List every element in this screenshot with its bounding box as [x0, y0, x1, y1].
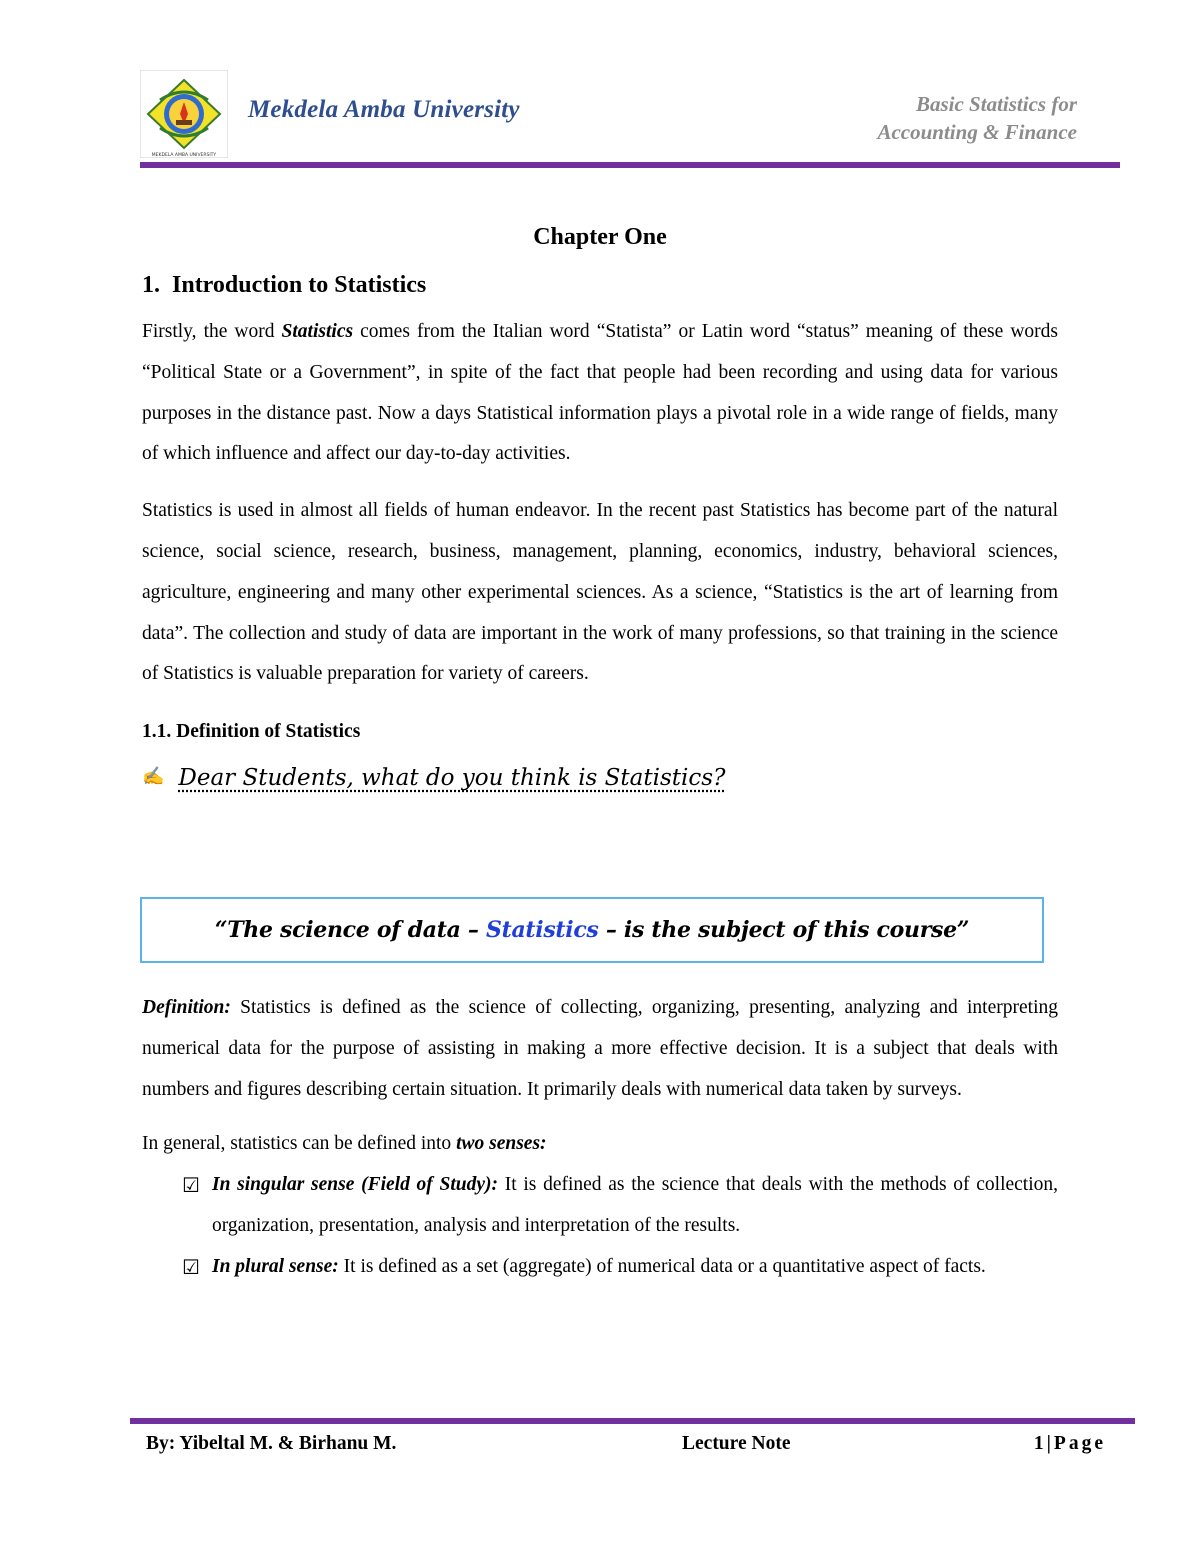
- footer-authors: By: Yibeltal M. & Birhanu M.: [146, 1433, 397, 1454]
- sense-plural: [212, 1247, 1058, 1288]
- footer-lecture-note: Lecture Note: [682, 1433, 791, 1454]
- question-text: Dear Students, what do you think is Statistics?: [178, 765, 726, 792]
- page-content: [142, 220, 1059, 1279]
- footer-divider: [130, 1418, 1135, 1424]
- usage-paragraph: Statistics is used in almost all fields of human endeavor. In the recent past Statistics has become part of the natural science, social science, research, business, management, planning, economics, industry, behavioral sciences, agriculture, engineering and many other experimental sciences. As a science, “Statistics is the art of learning from data”. The collection and study of data are important in the work of many professions, so that training in the science of Statistics is valuable preparation for variety of careers.: [142, 500, 1058, 685]
- checkbox-checked-icon: ☑: [182, 1173, 200, 1198]
- course-title-line2: Accounting & Finance: [877, 120, 1077, 144]
- definition-label: Definition:: [142, 997, 231, 1018]
- sense-text: It is defined as the science that deals with the methods of collection, organization, presentation, analysis and interpretation of the results.: [212, 1174, 1059, 1236]
- sense-label: In singular sense (Field of Study):: [212, 1174, 499, 1196]
- quote-highlight: Statistics: [486, 917, 599, 943]
- course-title: [877, 90, 1077, 146]
- list-item: [142, 1247, 1058, 1288]
- university-seal-icon: [140, 70, 228, 158]
- sense-text: It is defined as a set (aggregate) of numerical data or a quantitative aspect of facts.: [338, 1255, 986, 1277]
- university-logo: [140, 70, 228, 158]
- page-number: [1034, 1433, 1106, 1455]
- chapter-title: Chapter One: [533, 224, 667, 250]
- quote-box: [140, 897, 1044, 963]
- course-title-line1: Basic Statistics for: [915, 92, 1077, 116]
- intro-paragraph: [142, 312, 1058, 475]
- university-name: Mekdela Amba University: [248, 96, 520, 123]
- definition-text: Statistics is defined as the science of collecting, organizing, presenting, analyzing and interpreting numerical data for the purpose of assisting in making a more effective decision. It is a subject that deals with numbers and figures describing certain situation. It primarily deals with numerical data taken by surveys.: [142, 997, 1058, 1100]
- para1-text-end: comes from the Italian word “Statista” or Latin word “status” meaning of these words “Political State or a Government”, in spite of the fact that people had been recording and using data for various purposes in the distance past. Now a days Statistical information plays a pivotal role in a wide range of fields, many of which influence and affect our day-to-day activities.: [142, 321, 1058, 465]
- quote-text: [215, 917, 969, 943]
- header-divider: [140, 162, 1120, 168]
- writing-hand-icon: ✍: [142, 766, 165, 788]
- quote-start: “The science of data –: [214, 917, 486, 943]
- senses-intro: [142, 1124, 1058, 1165]
- page-header: [0, 0, 1200, 175]
- para1-emphasis: Statistics: [281, 321, 354, 342]
- section-title: Introduction to Statistics: [172, 272, 427, 298]
- page-separator: |: [1046, 1433, 1051, 1454]
- section-heading: [142, 268, 1058, 302]
- subsection-heading: 1.1. Definition of Statistics: [142, 721, 361, 743]
- page-word: Page: [1053, 1433, 1106, 1454]
- list-item: [142, 1165, 1058, 1247]
- sense-label: In plural sense:: [212, 1255, 339, 1277]
- para1-text-start: Firstly, the word: [142, 321, 282, 342]
- definition-paragraph: [142, 988, 1058, 1110]
- section-number: 1.: [142, 272, 160, 298]
- checkbox-checked-icon: ☑: [182, 1254, 200, 1279]
- senses-intro-text: In general, statistics can be defined into: [142, 1133, 457, 1155]
- senses-list: [142, 1165, 1058, 1287]
- page-number-value: 1: [1033, 1433, 1044, 1454]
- sense-singular: [212, 1165, 1058, 1247]
- quote-end: – is the subject of this course”: [598, 917, 970, 943]
- student-question: [142, 759, 1058, 796]
- senses-emphasis: two senses:: [456, 1133, 547, 1155]
- definition-block: [142, 988, 1058, 1288]
- logo-caption: MEKDELA AMBA UNIVERSITY: [151, 153, 217, 158]
